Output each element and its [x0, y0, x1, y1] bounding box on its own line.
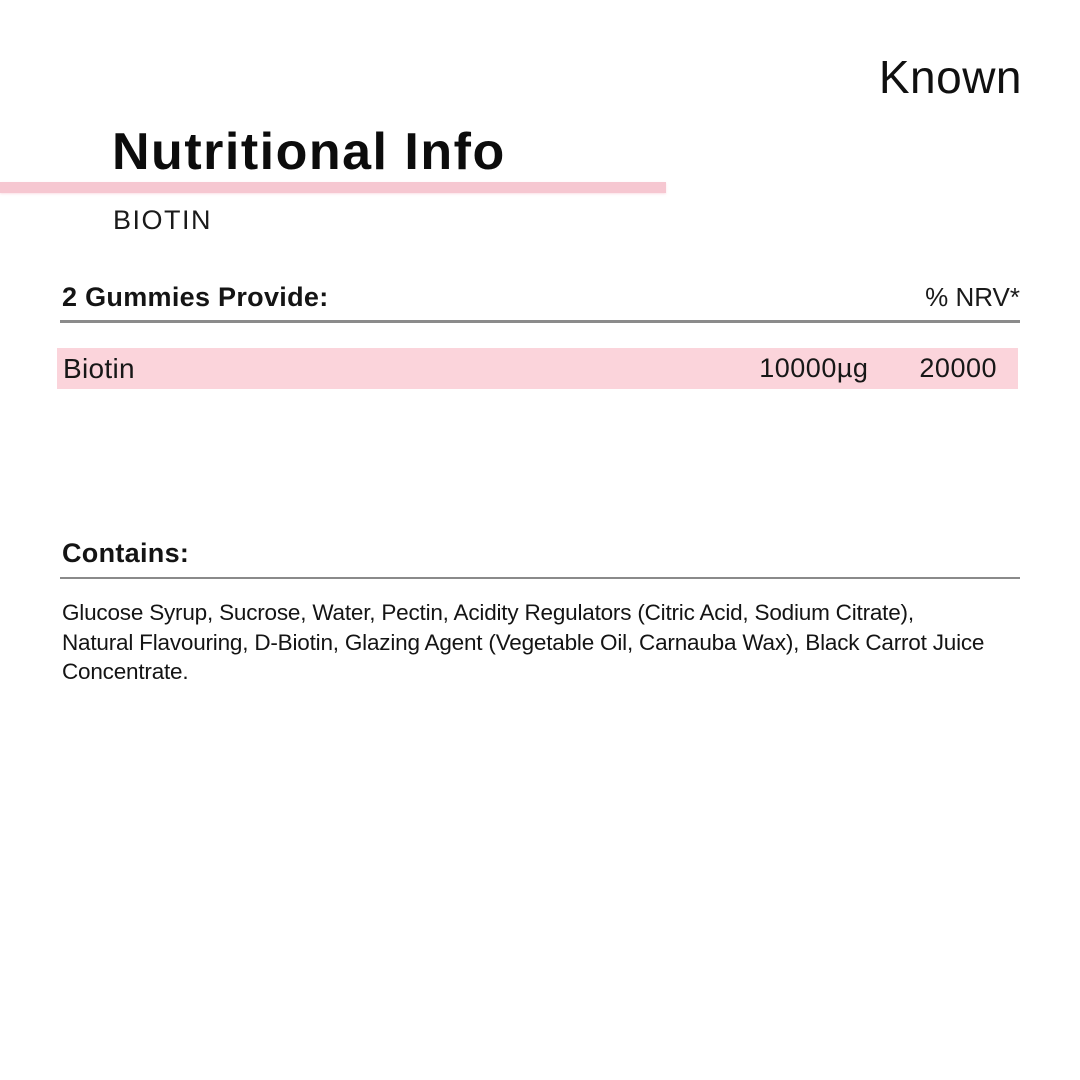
nutrient-amount: 10000µg: [759, 353, 869, 383]
header-divider: [60, 320, 1020, 323]
contains-divider: [60, 577, 1020, 579]
title-accent-bar: [0, 182, 666, 193]
table-row: [57, 348, 1018, 389]
page-title: Nutritional Info: [112, 123, 506, 181]
product-subtitle: BIOTIN: [113, 205, 213, 235]
ingredients-text: Glucose Syrup, Sucrose, Water, Pectin, Acidity Regulators (Citric Acid, Sodium Citrate), Natural Flavouring, D-Biotin, Glazing Agent (Vegetable Oil, Carnauba Wax), Black Carrot Juice Concentrate.: [62, 600, 985, 684]
serving-label: 2 Gummies Provide:: [62, 282, 329, 312]
nutrient-name: Biotin: [63, 352, 135, 384]
contains-heading: Contains:: [62, 538, 190, 568]
brand-logo: Known: [878, 51, 1022, 103]
nutrient-nrv-value: 20000: [919, 353, 997, 383]
serving-header-row: [62, 282, 1020, 313]
nrv-column-header: % NRV*: [925, 282, 1020, 312]
